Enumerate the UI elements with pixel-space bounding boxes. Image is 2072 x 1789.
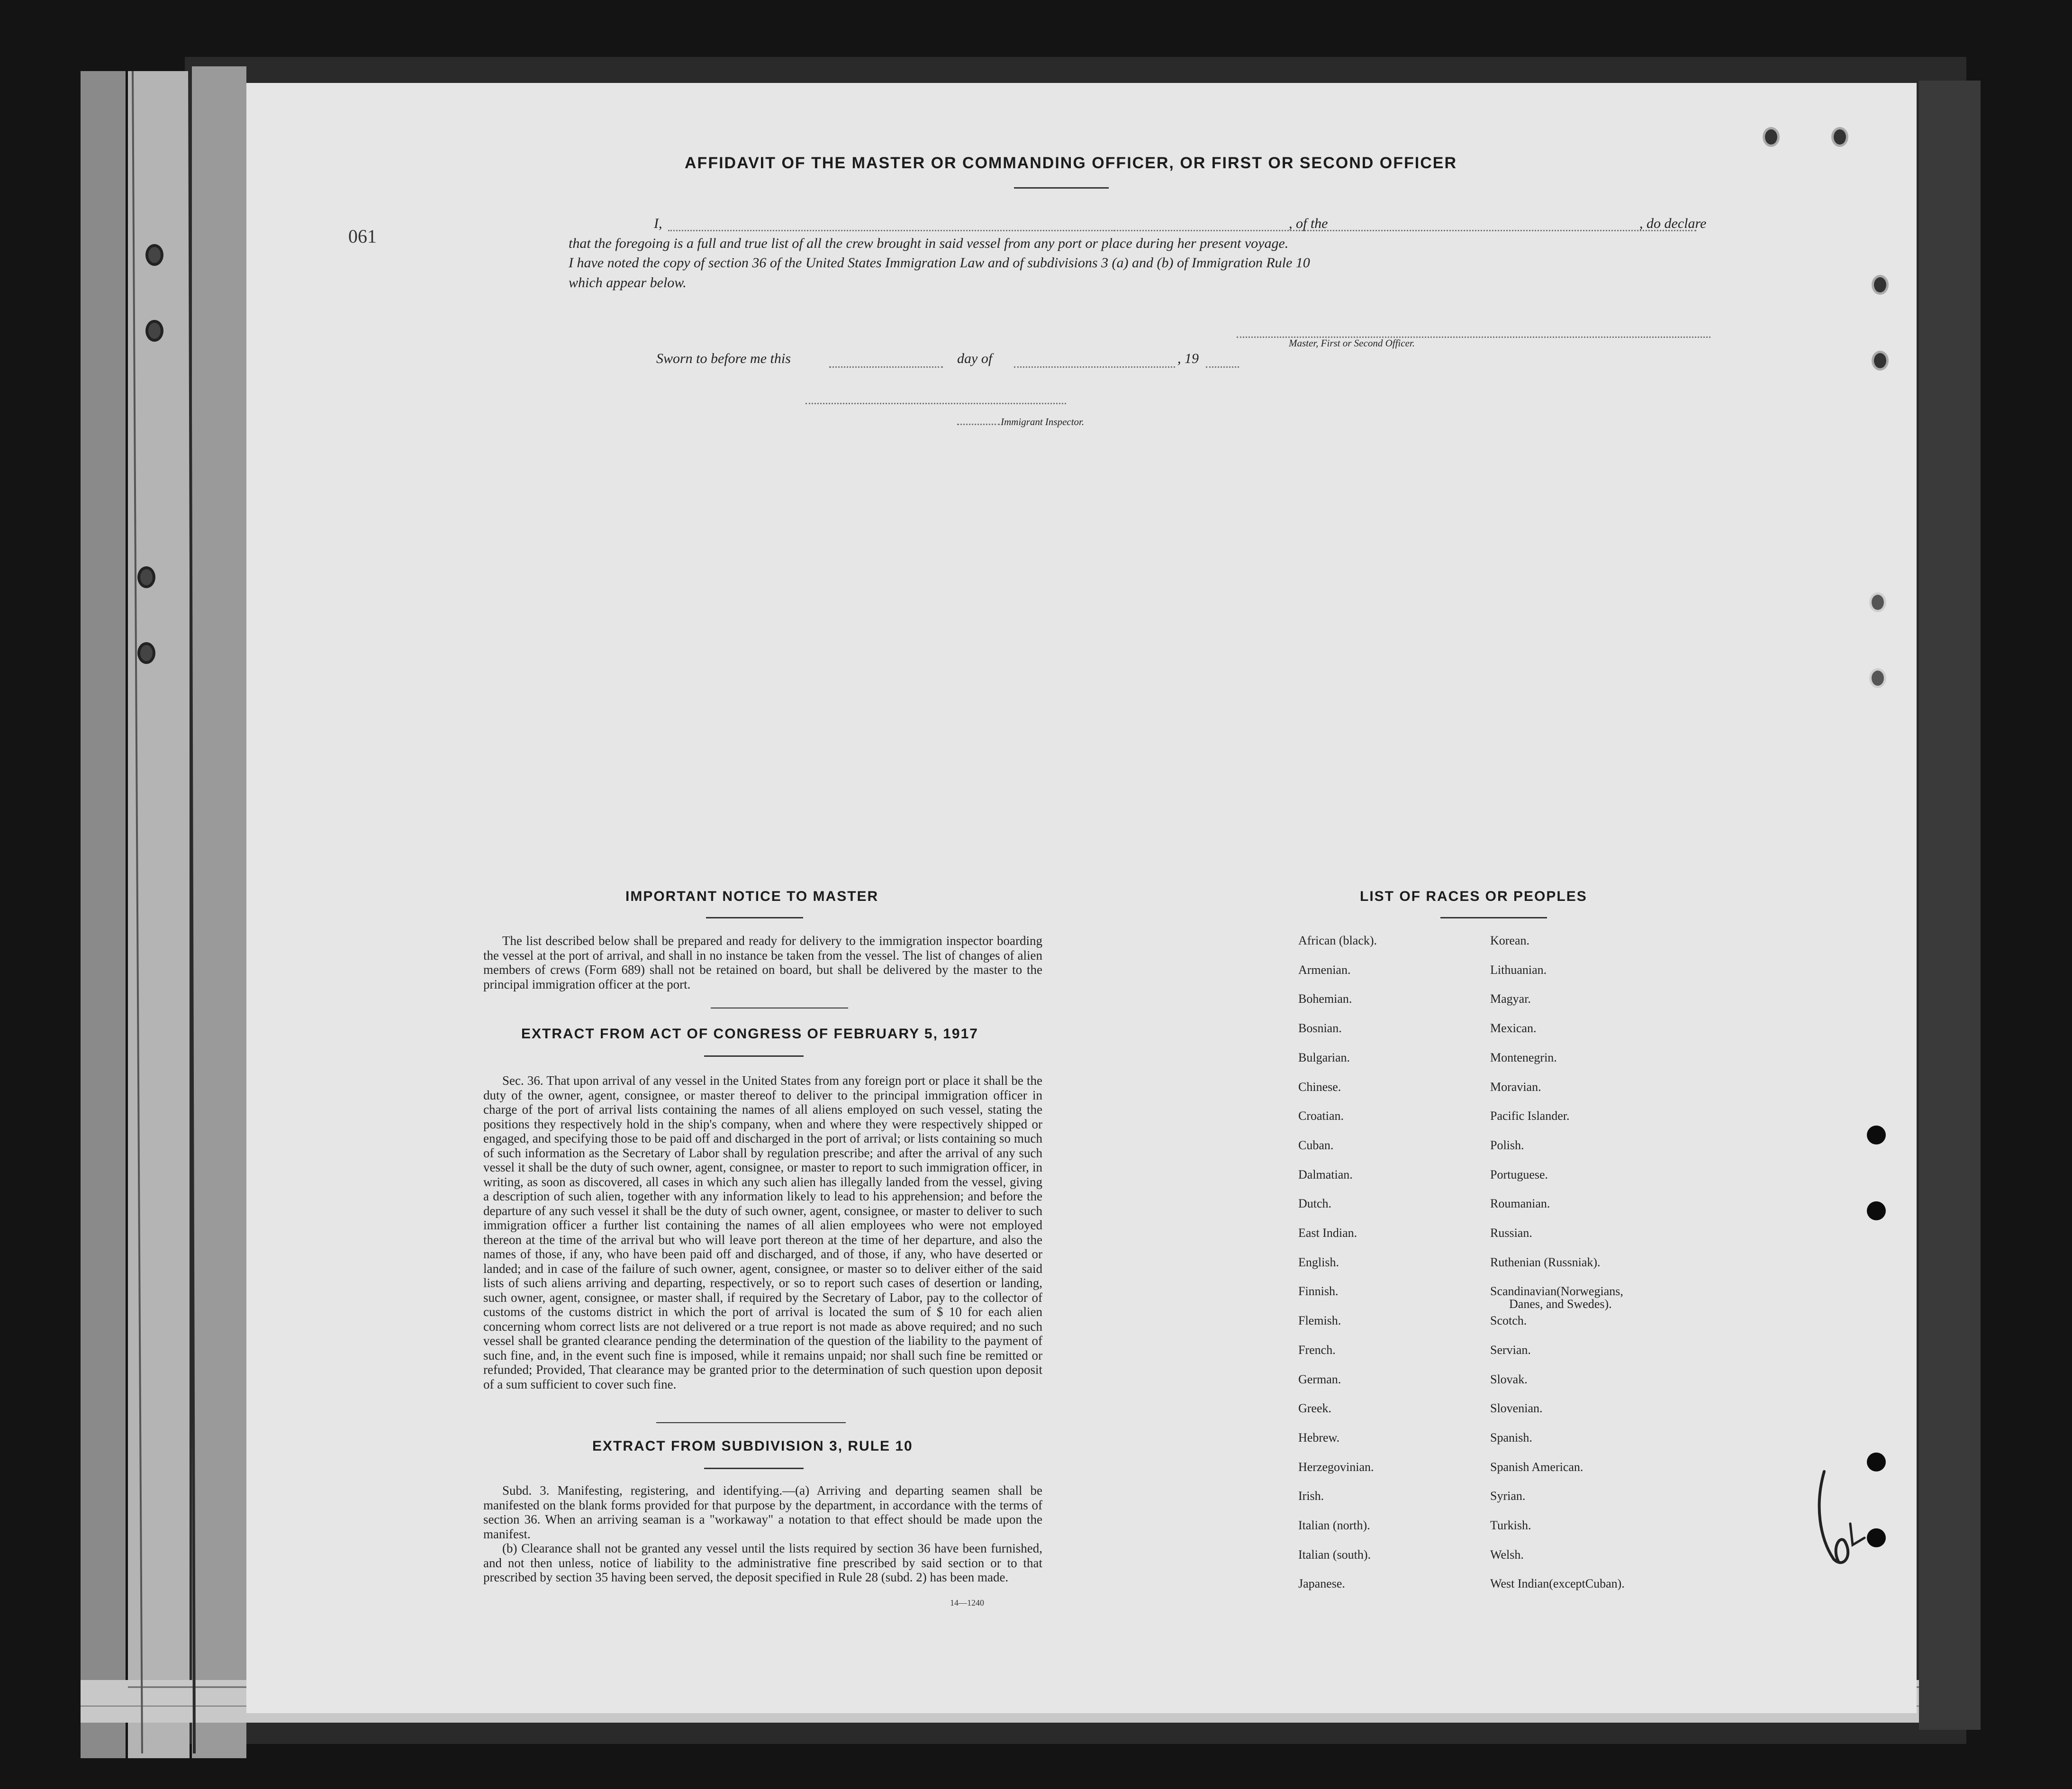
race-col2-item: Servian. (1490, 1343, 1531, 1357)
races-title: LIST OF RACES OR PEOPLES (1360, 889, 1587, 904)
race-col1-item: Armenian. (1298, 963, 1351, 977)
race-col2-item: Syrian. (1490, 1489, 1526, 1503)
punch-hole-top-1 (1763, 127, 1780, 147)
race-col1-item: Bohemian. (1298, 992, 1352, 1006)
race-col2-item: Scotch. (1490, 1314, 1527, 1328)
vessel-name-blank[interactable] (1113, 230, 1696, 231)
punch-hole-right-1 (1869, 592, 1886, 612)
race-col1-item: Dutch. (1298, 1197, 1332, 1211)
race-col1-item: English. (1298, 1255, 1339, 1269)
race-col2-item: Spanish. (1490, 1430, 1532, 1444)
race-col2-item: Roumanian. (1490, 1197, 1550, 1211)
margin-number: 061 (348, 226, 377, 247)
race-col2-item: Pacific Islander. (1490, 1109, 1570, 1123)
notice-title-rule (706, 917, 803, 918)
notice-title: IMPORTANT NOTICE TO MASTER (625, 889, 879, 904)
punch-hole-right-2 (1869, 668, 1886, 688)
race-col1-item: Croatian. (1298, 1109, 1344, 1123)
race-col2-item: Ruthenian (Russniak). (1490, 1255, 1601, 1269)
punch-hole-edge-2 (1872, 351, 1889, 371)
rule-subd-3a-paragraph: Subd. 3. Manifesting, registering, and identifying.—(a) Arriving and departing seamen shall be manifested on the blank forms provided for that purpose by the department, in accordance with the terms of section 36. When an arriving seaman is a "workaway" a notation to that effect should be made upon the manifest. (483, 1483, 1042, 1541)
rule-subd-3b-paragraph: (b) Clearance shall not be granted any vessel until the lists required by section 36 have been furnished, and not then unless, notice of liability to the administrative fine prescribed by said section or to that prescribed by section 35 having been served, the deposit specified in Rule 28 (subd. 2) has been made. (483, 1541, 1042, 1584)
binder-hole-left-3 (137, 566, 155, 588)
act-section-36-paragraph: Sec. 36. That upon arrival of any vessel in the United States from any foreign port or place it shall be the duty of the owner, agent, consignee, or master thereof to deliver to the principal immigration officer in charge of the port of arrival lists containing the names of all aliens employed on such vessel, stating the positions they respectively hold in the ship's company, when and where they were respectively shipped or engaged, and specifying those to be paid off and discharged in the port of arrival; or lists containing so much of such information as the Secretary of Labor shall by regulation prescribe; and after the arrival of any such vessel it shall be the duty of such owner, agent, consignee, or master to report to such immigration officer, in writing, as soon as discovered, all cases in which any such alien has illegally landed from the vessel, giving a description of such alien, together with any information likely to lead to his apprehension; and before the departure of any such vessel it shall be the duty of such owner, agent, consignee, or master to deliver to such immigration officer a further list containing the names of all alien employees who were not employed thereon at the time of the arrival but who will leave port thereon at the time of her departure, and also the names of those, if any, who have been paid off and discharged, and of those, if any, who have deserted or landed; and in case of the failure of such owner, agent, consignee, or master so to deliver either of the said lists of such aliens arriving and departing, respectively, or so to report such cases of desertion or landing, such owner, agent, consignee, or master shall, if required by the Secretary of Labor, pay to the collector of customs of the customs district in which the port of arrival is located the sum of $ 10 for each alien concerning whom correct lists are not delivered or a true report is not made as above required; and no such vessel shall be granted clearance pending the determination of the question of the liability to the payment of such fine, and, in the event such fine is imposed, while it remains unpaid; nor shall such fine be remitted or refunded; Provided, That clearance may be granted prior to the determination of such question upon deposit of a sum sufficient to cover such fine. (483, 1073, 1042, 1391)
sworn-year: , 19 (1177, 351, 1199, 366)
race-col1-item: African (black). (1298, 934, 1377, 947)
rule-extract-title-rule (704, 1468, 804, 1469)
race-col1-item: Hebrew. (1298, 1430, 1340, 1444)
affidavit-line-2: that the foregoing is a full and true list of all the crew brought in said vessel from any port or place during her present voyage. (569, 236, 1289, 251)
race-col1-item: German. (1298, 1372, 1341, 1386)
race-col1-item: Herzegovinian. (1298, 1460, 1374, 1474)
punch-hole-right-3 (1867, 1126, 1886, 1144)
race-col2-item: Scandinavian(Norwegians, (1490, 1284, 1623, 1299)
sworn-month-blank[interactable] (1014, 366, 1175, 368)
race-col1-item: Flemish. (1298, 1314, 1341, 1328)
race-col2-item: Welsh. (1490, 1547, 1524, 1562)
handwritten-mark (1810, 1467, 1876, 1576)
affidavit-title: AFFIDAVIT OF THE MASTER OR COMMANDING OFFICER, OR FIRST OR SECOND OFFICER (685, 154, 1457, 172)
sworn-prefix: Sworn to before me this (656, 351, 791, 366)
punch-hole-edge-1 (1872, 275, 1889, 295)
race-col1-item: Cuban. (1298, 1138, 1334, 1152)
notice-paragraph: The list described below shall be prepared and ready for delivery to the immigration inspector boarding the vessel at the port of arrival, and shall in no instance be taken from the vessel. The list of changes of alien members of crews (Form 689) shall not be retained on board, but shall be delivered by the master to the principal immigration officer at the port. (483, 934, 1042, 991)
race-col2-item: Slovenian. (1490, 1401, 1543, 1416)
race-col2-item: Korean. (1490, 934, 1530, 947)
rule-extract-text (483, 1483, 1042, 1585)
act-extract-end-rule (656, 1422, 846, 1423)
signature-caption: Master, First or Second Officer. (1289, 337, 1415, 349)
race-col2-item: Russian. (1490, 1226, 1532, 1240)
race-col2-item: Danes, and Swedes). (1509, 1297, 1612, 1311)
form-number: 14—1240 (950, 1598, 984, 1607)
race-col1-item: Italian (south). (1298, 1547, 1371, 1562)
binder-hole-left-4 (137, 642, 155, 664)
race-col2-item: Spanish American. (1490, 1460, 1583, 1474)
race-col1-item: Italian (north). (1298, 1518, 1370, 1532)
rule-extract-title: EXTRACT FROM SUBDIVISION 3, RULE 10 (592, 1438, 913, 1454)
affidavit-of-the: , of the (1289, 216, 1328, 231)
sworn-day-of: day of (957, 351, 993, 366)
document-page (246, 83, 1917, 1713)
race-col2-item: Montenegrin. (1490, 1050, 1557, 1064)
sworn-day-blank[interactable] (829, 366, 943, 368)
race-col2-item: Mexican. (1490, 1021, 1537, 1035)
affidavit-title-rule (1014, 187, 1109, 189)
inspector-signature-blank[interactable] (805, 403, 1066, 404)
race-col1-item: Irish. (1298, 1489, 1324, 1503)
race-col1-item: Chinese. (1298, 1080, 1341, 1094)
race-col2-item: Lithuanian. (1490, 963, 1547, 977)
inspector-caption: Immigrant Inspector. (1001, 416, 1085, 427)
race-col1-item: Greek. (1298, 1401, 1332, 1416)
inspector-caption-lead (957, 424, 1000, 425)
races-title-rule (1440, 917, 1547, 918)
race-col2-item: Turkish. (1490, 1518, 1531, 1532)
race-col1-item: Bosnian. (1298, 1021, 1342, 1035)
race-col2-item: Portuguese. (1490, 1167, 1548, 1181)
race-col2-item: West Indian(exceptCuban). (1490, 1577, 1625, 1591)
notice-text (483, 934, 1042, 991)
act-extract-text (483, 1073, 1042, 1391)
affidavit-line-3: I have noted the copy of section 36 of the United States Immigration Law and of subdivisions 3 (a) and (b) of Immigration Rule 10 (569, 255, 1310, 271)
race-col1-item: Dalmatian. (1298, 1167, 1353, 1181)
race-col1-item: Bulgarian. (1298, 1050, 1350, 1064)
race-col1-item: French. (1298, 1343, 1336, 1357)
race-col2-item: Moravian. (1490, 1080, 1541, 1094)
sworn-year-blank[interactable] (1206, 366, 1239, 368)
affidavit-i: I, (654, 216, 662, 231)
race-col2-item: Slovak. (1490, 1372, 1528, 1386)
race-col2-item: Magyar. (1490, 992, 1531, 1006)
punch-hole-top-2 (1831, 127, 1848, 147)
race-col1-item: East Indian. (1298, 1226, 1357, 1240)
act-extract-title-rule (704, 1055, 804, 1057)
binder-hole-left-1 (145, 244, 163, 266)
race-col1-item: Japanese. (1298, 1577, 1345, 1591)
race-col1-item: Finnish. (1298, 1284, 1339, 1299)
binder-hole-left-2 (145, 320, 163, 342)
punch-hole-right-4 (1867, 1201, 1886, 1220)
act-extract-title: EXTRACT FROM ACT OF CONGRESS OF FEBRUARY 5, 1917 (521, 1026, 978, 1042)
affidavit-line-4: which appear below. (569, 275, 687, 291)
affidavit-do-declare: , do declare (1639, 216, 1707, 231)
race-col2-item: Polish. (1490, 1138, 1524, 1152)
